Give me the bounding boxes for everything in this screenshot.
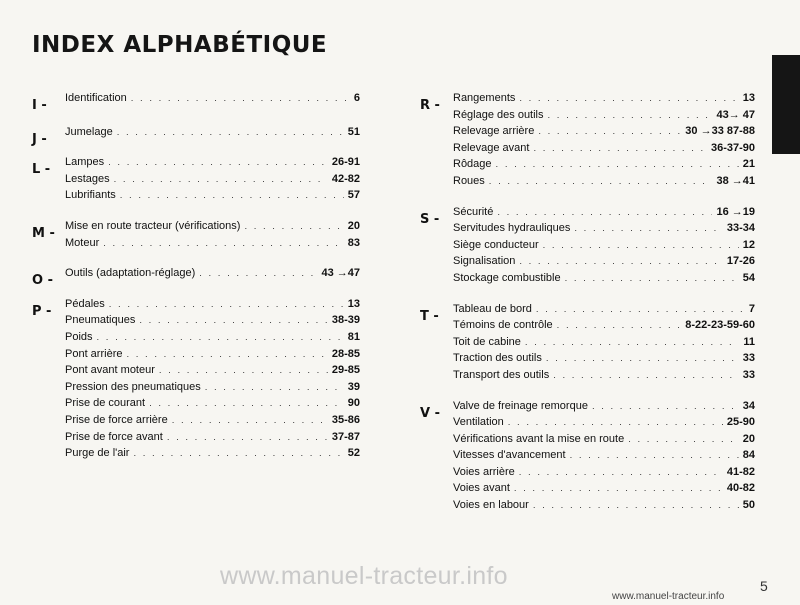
entry-pages: 50 [742,499,755,512]
dot-leader [519,467,723,478]
dot-leader [126,349,327,360]
index-entry [453,175,755,192]
dot-leader [149,398,344,409]
entry-term: Voies arrière [453,465,515,478]
page-title: INDEX ALPHABÉTIQUE [32,32,328,58]
dot-leader [565,273,739,284]
entry-term: Réglage des outils [453,108,544,121]
entry-term: Lubrifiants [65,189,116,202]
section-letter: I - [32,98,47,113]
entry-term: Stockage combustible [453,271,561,284]
index-entry [65,381,360,398]
entry-pages: 29-85 [331,364,360,377]
entry-term: Relevage avant [453,141,530,154]
index-entry [453,352,755,369]
entry-pages: 20 [347,219,360,232]
index-entry [453,433,755,450]
entry-pages: 90 [347,397,360,410]
entry-pages: 8-22-23-59-60 [685,319,755,332]
entry-term: Pneumatiques [65,314,136,327]
index-entry [453,482,755,499]
index-column-left [32,92,360,464]
page-number: 5 [760,578,768,594]
index-section [32,298,360,464]
index-entry [65,331,360,348]
entry-term: Jumelage [65,125,113,138]
index-entry [453,92,755,109]
index-section [420,303,755,386]
entry-pages: 81 [347,330,360,343]
section-entries [65,298,360,464]
entry-term: Voies en labour [453,499,529,512]
entry-term: Moteur [65,236,100,249]
index-entry [453,449,755,466]
index-entry [453,109,755,126]
index-entry [453,400,755,417]
index-entry [65,364,360,381]
entry-pages: 34 [742,399,755,412]
dot-leader [508,417,723,428]
dot-leader [525,337,739,348]
section-letter: P - [32,303,52,319]
dot-leader [533,143,707,154]
entry-pages: 33 [742,368,755,381]
dot-leader [244,221,343,232]
section-letter: S - [420,211,440,227]
entry-term: Servitudes hydrauliques [453,222,571,235]
index-section [32,267,360,289]
dot-leader [497,207,712,218]
entry-term: Lampes [65,156,105,169]
entry-pages: 41-82 [726,465,755,478]
dot-leader [543,240,739,251]
index-entry [65,298,360,315]
entry-pages: 40-82 [726,482,755,495]
entry-term: Transport des outils [453,368,550,381]
index-section [420,206,755,289]
index-entry [65,92,360,109]
dot-leader [570,450,739,461]
index-entry [65,267,360,284]
entry-term: Rôdage [453,158,492,171]
index-entry [453,499,755,516]
entry-pages: 26-91 [331,156,360,169]
index-section [32,220,360,253]
entry-pages: 12 [742,238,755,251]
entry-term: Purge de l'air [65,447,130,460]
index-section [420,400,755,516]
dot-leader [117,127,344,138]
dot-leader [97,332,344,343]
entry-term: Voies avant [453,482,510,495]
dot-leader [574,223,722,234]
entry-pages: 21 [742,158,755,171]
index-entry [65,220,360,237]
entry-term: Toit de cabine [453,335,521,348]
entry-pages: 7 [748,302,755,315]
dot-leader [489,176,713,187]
entry-pages: 57 [347,189,360,202]
dot-leader [172,415,328,426]
entry-term: Lestages [65,172,110,185]
dot-leader [533,500,739,511]
dot-leader [131,93,350,104]
entry-term: Vérifications avant la mise en route [453,432,625,445]
dot-leader [553,370,739,381]
index-entry [453,416,755,433]
index-entry [453,142,755,159]
section-letter: M - [32,225,55,241]
entry-pages: 43 →47 [321,267,360,280]
dot-leader [120,190,344,201]
index-entry [65,237,360,254]
dot-leader [167,432,328,443]
index-entry [65,348,360,365]
entry-term: Tableau de bord [453,302,532,315]
entry-term: Signalisation [453,255,516,268]
entry-term: Identification [65,92,127,104]
section-edge-tab [772,55,800,154]
section-entries [453,303,755,386]
section-letter: T - [420,308,439,324]
index-entry [453,239,755,256]
index-entry [65,447,360,464]
index-section [32,92,360,113]
section-letter: O - [32,273,53,289]
section-letter: L - [32,162,51,178]
section-entries [65,156,360,206]
entry-pages: 51 [347,125,360,138]
section-entries [65,92,360,109]
entry-pages: 36-37-90 [710,141,755,154]
entry-pages: 39 [347,380,360,393]
watermark: www.manuel-tracteur.info [220,562,508,590]
index-entry [65,397,360,414]
dot-leader [139,315,328,326]
entry-term: Poids [65,330,93,343]
index-entry [453,255,755,272]
entry-pages: 33-34 [726,222,755,235]
dot-leader [519,256,722,267]
dot-leader [159,365,328,376]
entry-term: Mise en route tracteur (vérifications) [65,219,241,232]
index-entry [453,303,755,320]
section-entries [65,220,360,253]
entry-term: Sécurité [453,205,494,218]
entry-pages: 35-86 [331,413,360,426]
dot-leader [108,157,328,168]
index-column-right [420,92,755,516]
entry-pages: 13 [347,297,360,310]
dot-leader [133,448,343,459]
entry-pages: 38 →41 [716,174,755,187]
index-entry [453,125,755,142]
entry-term: Pression des pneumatiques [65,380,201,393]
section-entries [65,267,360,284]
entry-pages: 30 →33 87-88 [685,125,755,138]
section-letter: V - [420,405,440,421]
entry-pages: 13 [742,92,755,104]
entry-pages: 17-26 [726,255,755,268]
entry-term: Relevage arrière [453,125,535,138]
dot-leader [514,483,723,494]
entry-term: Roues [453,174,485,187]
dot-leader [109,299,344,310]
index-entry [65,156,360,173]
entry-pages: 11 [743,335,755,348]
index-entry [65,173,360,190]
entry-pages: 6 [353,92,360,104]
index-entry [65,189,360,206]
section-entries [453,92,755,192]
index-entry [65,431,360,448]
entry-term: Prise de force avant [65,430,163,443]
entry-term: Vitesses d'avancement [453,449,566,462]
dot-leader [628,434,739,445]
index-entry [65,314,360,331]
dot-leader [592,401,739,412]
entry-pages: 33 [742,352,755,365]
entry-term: Outils (adaptation-réglage) [65,267,196,280]
index-section [420,92,755,192]
entry-term: Pédales [65,297,105,310]
section-letter: J - [32,131,47,147]
index-entry [453,158,755,175]
entry-pages: 54 [742,271,755,284]
section-entries [453,206,755,289]
index-entry [453,466,755,483]
entry-term: Rangements [453,92,516,104]
dot-leader [548,110,713,121]
index-entry [453,206,755,223]
dot-leader [538,126,681,137]
entry-term: Ventilation [453,416,504,429]
entry-pages: 20 [742,432,755,445]
index-entry [453,272,755,289]
dot-leader [103,238,344,249]
entry-pages: 38-39 [331,314,360,327]
entry-term: Prise de courant [65,397,146,410]
dot-leader [519,93,738,104]
index-entry [453,319,755,336]
dot-leader [557,320,682,331]
index-entry [65,414,360,431]
footer-url: www.manuel-tracteur.info [612,591,725,602]
dot-leader [114,174,328,185]
entry-pages: 37-87 [331,430,360,443]
entry-term: Pont avant moteur [65,364,155,377]
index-entry [453,369,755,386]
section-letter: R - [420,98,440,113]
section-entries [65,126,360,143]
index-section [32,125,360,147]
dot-leader [199,268,317,279]
dot-leader [205,382,344,393]
entry-term: Valve de freinage remorque [453,399,588,412]
entry-pages: 52 [347,447,360,460]
entry-term: Prise de force arrière [65,413,168,426]
index-entry [453,336,755,353]
entry-pages: 83 [347,236,360,249]
entry-pages: 16 →19 [716,205,755,218]
dot-leader [496,159,739,170]
entry-pages: 43→ 47 [716,108,755,121]
index-section [32,156,360,206]
entry-term: Traction des outils [453,352,542,365]
entry-term: Pont arrière [65,347,123,360]
dot-leader [546,353,739,364]
section-entries [453,400,755,516]
entry-term: Témoins de contrôle [453,319,553,332]
entry-pages: 84 [742,449,755,462]
entry-pages: 25-90 [726,416,755,429]
index-entry [65,126,360,143]
dot-leader [536,304,745,315]
entry-pages: 42-82 [331,172,360,185]
entry-pages: 28-85 [331,347,360,360]
index-entry [453,222,755,239]
entry-term: Siège conducteur [453,238,539,251]
